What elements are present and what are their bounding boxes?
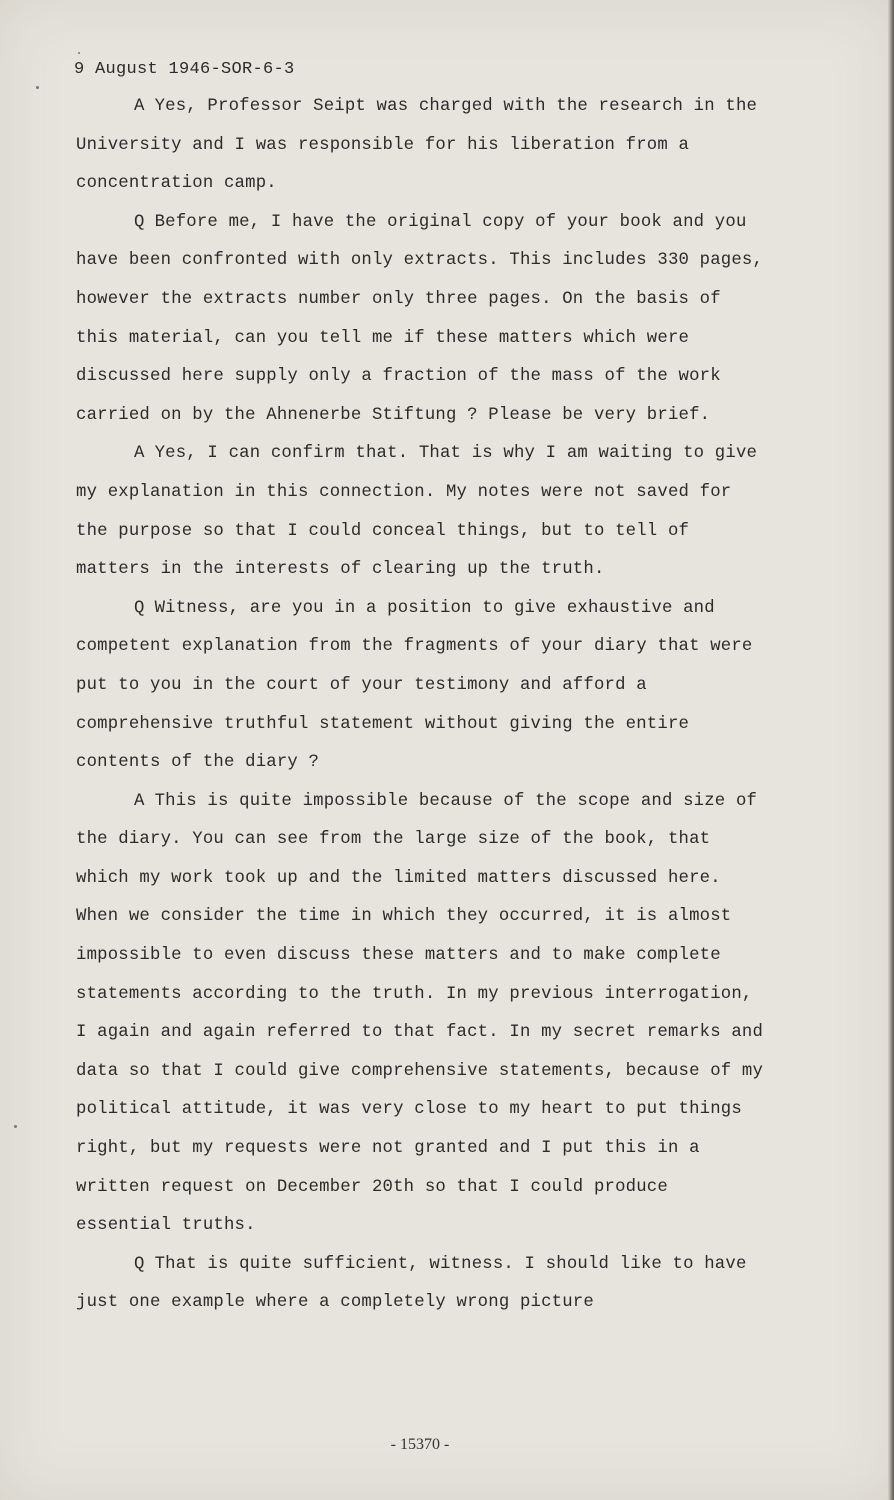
answer-paragraph bbox=[76, 88, 766, 204]
speaker-label: A bbox=[134, 444, 145, 464]
document-header: 9 August 1946-SOR-6-3 bbox=[74, 60, 295, 79]
paper-speck bbox=[78, 52, 80, 54]
transcript-body bbox=[76, 88, 766, 1323]
answer-paragraph bbox=[76, 435, 766, 589]
paragraph-text: Before me, I have the original copy of your book and you have been confronted with only extracts. This includes 330 pages, however the extracts number only three pages. On the basis of this material, can you tell me if these matters which were discussed here supply only a fraction of the mass of the work carried on by the Ahnenerbe Stiftung ? Please be very brief. bbox=[76, 212, 764, 425]
speaker-label: Q bbox=[134, 212, 145, 232]
paragraph-text: Yes, Professor Seipt was charged with the research in the University and I was responsible for his liberation from a concentration camp. bbox=[76, 97, 758, 194]
answer-paragraph bbox=[76, 783, 766, 1246]
question-paragraph bbox=[76, 590, 766, 783]
speaker-label: A bbox=[134, 97, 145, 116]
paper-speck bbox=[14, 1125, 17, 1128]
speaker-label: A bbox=[134, 791, 145, 811]
paragraph-text: Witness, are you in a position to give exhaustive and competent explanation from the fragments of your diary that were put to you in the court of your testimony and afford a comprehensive truthful statement without giving the entire contents of the diary ? bbox=[76, 598, 753, 773]
question-paragraph bbox=[76, 1246, 766, 1323]
page-edge bbox=[888, 0, 894, 1500]
paragraph-text: This is quite impossible because of the scope and size of the diary. You can see from the large size of the book, that which my work took up and the limited matters discussed here. When we consider the time in which they occurred, it is almost impossible to even discuss these matters and to make complete statements according to the truth. In my previous interrogation, I again and again referred to that fact. In my secret remarks and data so that I could give comprehensive statements, because of my political attitude, it was very close to my heart to put things right, but my requests were not granted and I put this in a written request on December 20th so that I could produce essential truths. bbox=[76, 791, 764, 1236]
paragraph-text: Yes, I can confirm that. That is why I am waiting to give my explanation in this connection. My notes were not saved for the purpose so that I could conceal things, but to tell of matters in the interests of clearing up the truth. bbox=[76, 444, 758, 580]
paragraph-text: That is quite sufficient, witness. I should like to have just one example where a completely wrong picture bbox=[76, 1254, 747, 1313]
page-number: - 15370 - bbox=[390, 1436, 450, 1453]
speaker-label: Q bbox=[134, 1254, 145, 1274]
speaker-label: Q bbox=[134, 598, 145, 618]
paper-speck bbox=[36, 86, 39, 89]
question-paragraph bbox=[76, 204, 766, 436]
